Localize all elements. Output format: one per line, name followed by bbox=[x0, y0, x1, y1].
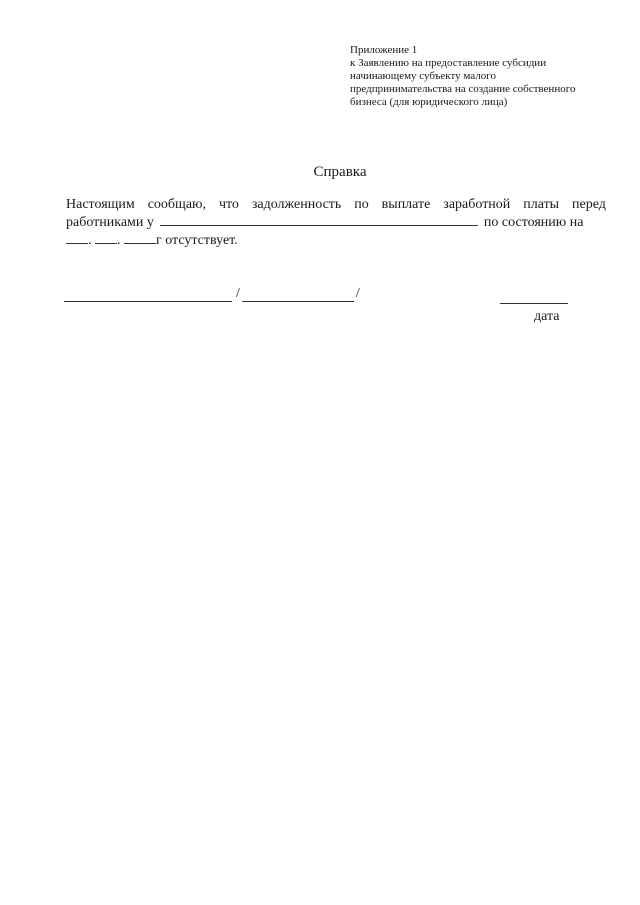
statement-word: заработной bbox=[443, 197, 511, 212]
appendix-line: к Заявлению на предоставление субсидии bbox=[350, 57, 547, 69]
signature-blank[interactable] bbox=[64, 289, 232, 302]
date-day-blank[interactable] bbox=[66, 231, 88, 244]
statement-text: по состоянию на bbox=[483, 215, 584, 230]
appendix-line: Приложение 1 bbox=[350, 44, 418, 56]
statement-word: сообщаю, bbox=[147, 197, 207, 212]
appendix-line: бизнеса (для юридического лица) bbox=[350, 96, 508, 108]
date-blank[interactable] bbox=[500, 303, 568, 304]
appendix-line: предпринимательства на создание собственного bbox=[350, 83, 576, 95]
date-separator: . bbox=[117, 233, 121, 248]
date-month-blank[interactable] bbox=[95, 231, 117, 244]
statement-word: по bbox=[354, 197, 369, 212]
statement-word: выплате bbox=[381, 197, 431, 212]
statement-line-1 bbox=[66, 196, 606, 213]
signature-row bbox=[64, 286, 360, 302]
statement-body bbox=[66, 196, 606, 249]
date-label: дата bbox=[534, 309, 560, 324]
statement-word: задолженность bbox=[251, 197, 342, 212]
statement-word: платы bbox=[523, 197, 560, 212]
statement-line-2 bbox=[66, 213, 606, 231]
organization-name-blank[interactable] bbox=[160, 213, 478, 226]
date-year-blank[interactable] bbox=[124, 231, 156, 244]
signature-separator: / bbox=[236, 286, 240, 301]
statement-line-3 bbox=[66, 231, 606, 249]
appendix-line: начинающему субъекту малого bbox=[350, 70, 496, 82]
statement-text: г отсутствует. bbox=[156, 233, 238, 248]
statement-word: что bbox=[218, 197, 239, 212]
signature-name-blank[interactable] bbox=[242, 289, 354, 302]
appendix-header bbox=[350, 44, 620, 109]
statement-text: работниками у bbox=[66, 215, 154, 230]
document-title: Справка bbox=[313, 164, 367, 180]
statement-word: перед bbox=[572, 197, 606, 212]
signature-separator: / bbox=[355, 286, 360, 301]
date-separator: . bbox=[88, 233, 92, 248]
statement-word: Настоящим bbox=[66, 197, 135, 212]
